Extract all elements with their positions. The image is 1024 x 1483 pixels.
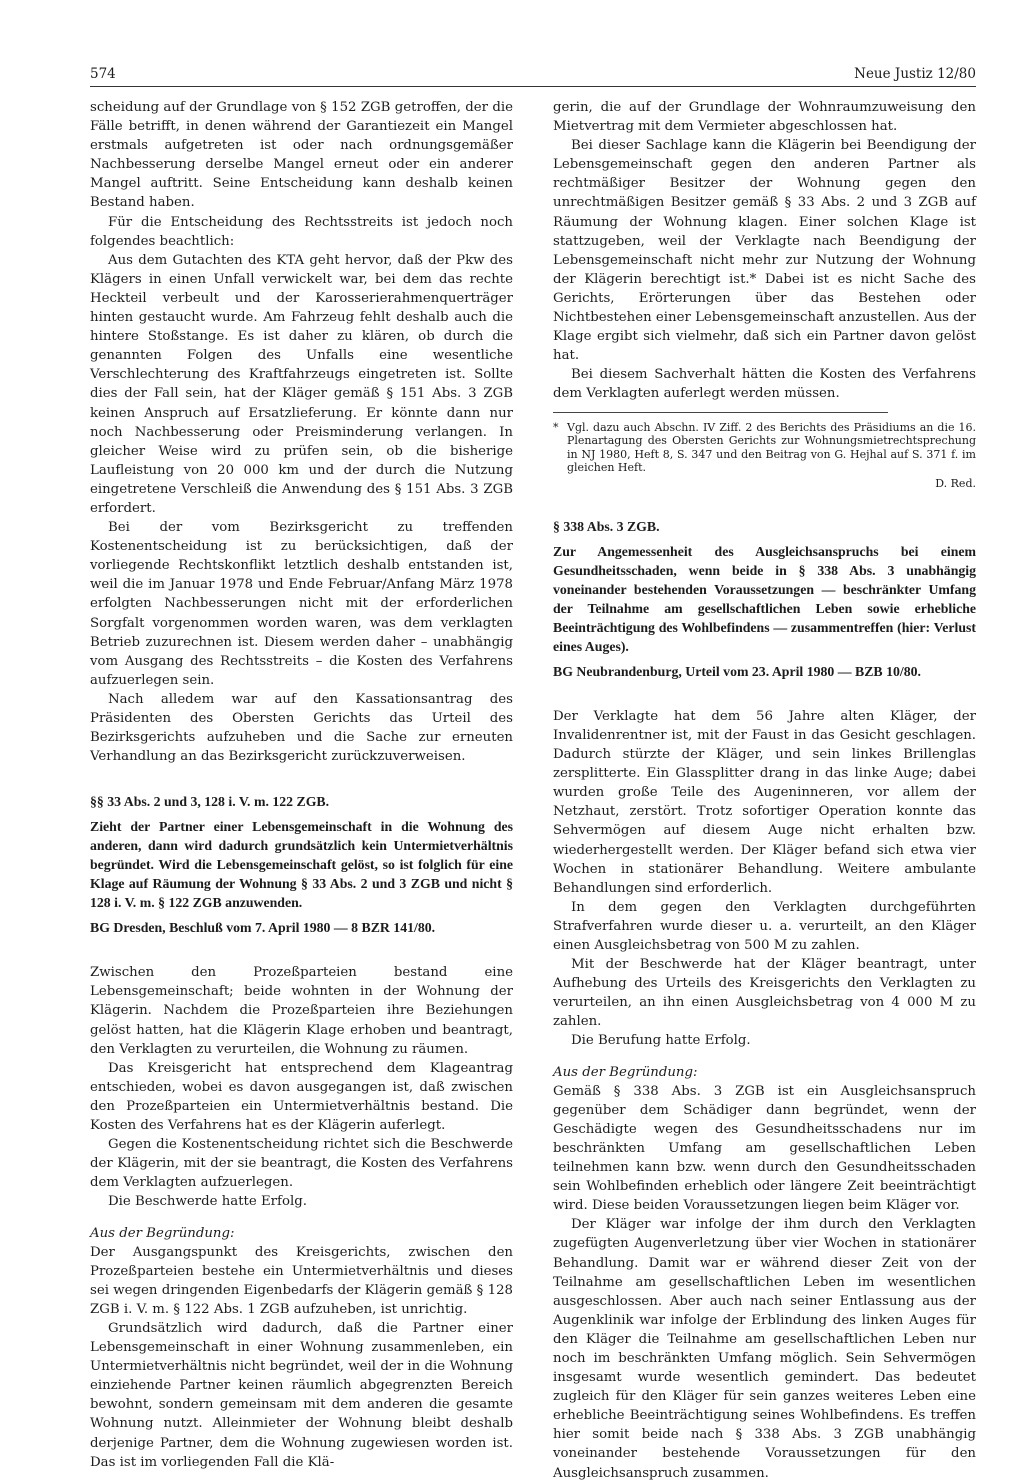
headnote: Zieht der Partner einer Lebensgemeinschaft in die Wohnung des anderen, dann wird dadurch grundsätzlich kein Untermietverhältnis begründet. Wird die Lebensgemeinschaft gelöst, so ist folglich für eine Klage auf Räumung der Wohnung § 33 Abs. 2 und 3 ZGB und nicht § 128 i. V. m. § 122 ZGB anzuwenden. <box>90 819 513 911</box>
court-citation: BG Neubrandenburg, Urteil vom 23. April 1980 — BZB 10/80. <box>553 663 921 679</box>
footnote-signature: D. Red. <box>935 476 976 490</box>
paragraph: In dem gegen den Verklagten durchgeführten Strafverfahren wurde dieser u. a. verurteilt, an den Kläger einen Ausgleichsbetrag von 500 M zu zahlen. <box>553 899 976 953</box>
paragraph: Bei diesem Sachverhalt hätten die Kosten des Verfahrens dem Verklagten auferlegt werden müssen. <box>553 367 976 402</box>
paragraph: Gegen die Kostenentscheidung richtet sich die Beschwerde der Klägerin, mit der sie beantragt, die Kosten des Verfahrens dem Verklagten aufzuerlegen. <box>90 1137 513 1191</box>
paragraph: Nach alledem war auf den Kassationsantrag des Präsidenten des Obersten Gerichts das Urteil des Bezirksgerichts aufzuheben und die Sache zur erneuten Verhandlung an das Bezirksgericht zurückzuverweisen. <box>90 691 513 765</box>
paragraph: Grundsätzlich wird dadurch, daß die Partner einer Lebensgemeinschaft in einer Wohnung zusammenleben, ein Untermietverhältnis nicht begründet, weil der in die Wohnung einziehende Partner keinen räumlich abgegrenzten Bereich bewohnt, sondern gemeinsam mit dem anderen die gesamte Wohnung nutzt. Alleinmieter der Wohnung bleibt deshalb derjenige Partner, dem die Wohnung zugewiesen worden ist. Das ist im vorliegenden Fall die Klä- <box>90 1320 513 1470</box>
paragraph: Das Kreisgericht hat entsprechend dem Klageantrag entschieden, wobei es davon ausgegangen ist, daß zwischen den Prozeßparteien ein Untermietverhältnis bestand. Die Kosten des Verfahrens hat es der Klägerin auferlegt. <box>90 1060 513 1134</box>
footnote-rule <box>553 412 888 413</box>
page-number: 574 <box>90 66 116 82</box>
paragraph: Bei dieser Sachlage kann die Klägerin bei Beendigung der Lebensgemeinschaft gegen den anderen Partner als rechtmäßiger Besitzer der Wohnung gegen den unrechtmäßigen Besitzer gemäß § 33 Abs. 2 und 3 ZGB auf Räumung der Wohnung klagen. Einer solchen Klage ist stattzugeben, weil der Verklagte nach Beendigung der Lebensgemeinschaft nicht mehr zur Nutzung der Wohnung der Klägerin berechtigt ist.* Dabei ist es nicht Sache des Gerichts, Erörterungen über das Bestehen oder Nichtbestehen einer Lebensgemeinschaft anzustellen. Aus der Klage ergibt sich vielmehr, daß sich ein Partner davon gelöst hat. <box>553 138 976 364</box>
paragraph: Mit der Beschwerde hat der Kläger beantragt, unter Aufhebung des Urteils des Kreisgerichts den Verklagten zu verurteilen, an ihn einen Ausgleichsbetrag von 4 000 M zu zahlen. <box>553 957 976 1030</box>
section-heading: Aus der Begründung: <box>90 1225 235 1241</box>
right-column <box>553 98 976 1483</box>
law-citation: §§ 33 Abs. 2 und 3, 128 i. V. m. 122 ZGB. <box>90 794 330 810</box>
section-heading: Aus der Begründung: <box>553 1064 698 1080</box>
paragraph: Aus dem Gutachten des KTA geht hervor, daß der Pkw des Klägers in einen Unfall verwickelt war, bei dem das rechte Heckteil verbeult und der Karosserierahmenquerträger hinten gestaucht wurde. Am Fahrzeug fehlt deshalb auch die hintere Stoßstange. Es ist daher zu klären, ob durch die genannten Folgen des Unfalls eine wesentliche Verschlechterung des Kraftfahrzeugs eingetreten ist. Sollte dies der Fall sein, hat der Kläger gemäß § 151 Abs. 3 ZGB keinen Anspruch auf Ersatzlieferung. Er könnte dann nur noch Nachbesserung oder Preisminderung verlangen. In gleicher Weise wird zu prüfen sein, ob die bisherige Laufleistung von 20 000 km und der durch die Nutzung eingetretene Verschleiß die Anwendung des § 151 Abs. 3 ZGB erfordert. <box>90 252 513 516</box>
paragraph: Die Berufung hatte Erfolg. <box>571 1033 751 1049</box>
paragraph: Zwischen den Prozeßparteien bestand eine Lebensgemeinschaft; beide wohnten in der Wohnung der Klägerin. Nachdem die Prozeßparteien ihre Beziehungen gelöst hatten, hat die Klägerin Klage erhoben und beantragt, den Verklagten zu verurteilen, die Wohnung zu räumen. <box>90 965 513 1057</box>
left-column <box>90 98 513 1472</box>
law-citation: § 338 Abs. 3 ZGB. <box>553 518 660 534</box>
headnote: Zur Angemessenheit des Ausgleichsanspruchs bei einem Gesundheitsschaden, wenn beide in § 338 Abs. 3 unabhängig voneinander bestehenden Voraussetzungen — beschränkter Umfang der Teilnahme am gesellschaftlichen Leben sowie erhebliche Beeinträchtigung des Wohlbefindens — zusammentreffen (hier: Verlust eines Auges). <box>553 543 976 654</box>
paragraph: Bei der vom Bezirksgericht zu treffenden Kostenentscheidung ist zu berücksichtigen, daß der vorliegende Rechtskonflikt letztlich deshalb entstanden ist, weil die im Januar 1978 und Ende Februar/Anfang März 1978 erfolgten Nachbesserungen nicht mit der erforderlichen Sorgfalt vorgenommen worden waren, was dem verklagten Betrieb zuzurechnen ist. Diesem werden daher – unabhängig vom Ausgang des Rechtsstreits – die Kosten des Verfahrens aufzuerlegen sein. <box>90 520 513 688</box>
footnote-marker: * <box>553 420 559 434</box>
paragraph: scheidung auf der Grundlage von § 152 ZGB getroffen, der die Fälle betrifft, in denen während der Garantiezeit ein Mangel erstmals aufgetreten ist oder nach ordnungsgemäßer Nachbesserung derselbe Mangel erneut oder ein anderer Mangel auftritt. Seine Entscheidung kann deshalb keinen Bestand haben. <box>90 100 513 211</box>
header-rule <box>90 86 976 87</box>
journal-name: Neue Justiz 12/80 <box>854 66 976 82</box>
court-citation: BG Dresden, Beschluß vom 7. April 1980 — 8 BZR 141/80. <box>90 920 436 936</box>
paragraph: Der Ausgangspunkt des Kreisgerichts, zwischen den Prozeßparteien bestehe ein Untermietverhältnis und dieses sei wegen dringenden Eigenbedarfs der Klägerin gemäß § 128 ZGB i. V. m. § 122 Abs. 1 ZGB aufzuheben, ist unrichtig. <box>90 1244 513 1317</box>
paragraph: Der Kläger war infolge der ihm durch den Verklagten zugefügten Augenverletzung über vier Wochen in stationärer Behandlung. Damit war er während dieser Zeit von der Teilnahme am gesellschaftlichen Leben im wesentlichen ausgeschlossen. Aber auch nach seiner Entlassung aus der Augenklinik war infolge der Erblindung des linken Auges für den Kläger die Teilnahme am gesellschaftlichen Leben nur noch im beschränkten Umfang möglich. Sein Sehvermögen insgesamt wurde wesentlich gemindert. Das bedeutet zugleich für den Kläger für sein ganzes weiteres Leben eine erhebliche Beeinträchtigung seines Wohlbefindens. Es treffen hier somit beide nach § 338 Abs. 3 ZGB unabhängig voneinander bestehende Voraussetzungen für den Ausgleichsanspruch zusammen. <box>553 1217 976 1481</box>
footnote <box>553 421 976 475</box>
paragraph: Gemäß § 338 Abs. 3 ZGB ist ein Ausgleichsanspruch gegenüber dem Schädiger dann begründet, wenn der Geschädigte wegen des Gesundheitsschadens nur im beschränkten Umfang am gesellschaftlichen Leben teilnehmen kann bzw. wenn durch den Gesundheitsschaden sein Wohlbefinden erheblich oder längere Zeit beeinträchtigt wird. Diese beiden Voraussetzungen liegen beim Kläger vor. <box>553 1083 976 1214</box>
footnote-text: Vgl. dazu auch Abschn. IV Ziff. 2 des Berichts des Präsidiums an die 16. Plenartagung des Obersten Gerichts zur Wohnungsmietrechtsprechung in NJ 1980, Heft 8, S. 347 und den Beitrag von G. Hejhal auf S. 371 f. im gleichen Heft. <box>567 420 976 475</box>
page-header <box>90 66 976 86</box>
paragraph: gerin, die auf der Grundlage der Wohnraumzuweisung den Mietvertrag mit dem Vermieter abgeschlossen hat. <box>553 100 976 135</box>
paragraph: Für die Entscheidung des Rechtsstreits ist jedoch noch folgendes beachtlich: <box>90 214 513 249</box>
paragraph: Die Beschwerde hatte Erfolg. <box>108 1194 307 1210</box>
paragraph: Der Verklagte hat dem 56 Jahre alten Kläger, der Invalidenrentner ist, mit der Faust in das Gesicht geschlagen. Dadurch stürzte der Kläger, und sein linkes Brillenglas zersplitterte. Ein Glassplitter drang in das linke Auge; dabei wurden große Teile des Augeninneren, vor allem der Netzhaut, zerstört. Trotz sofortiger Operation konnte das Sehvermögen auf diesem Auge nicht erhalten bzw. wiederhergestellt werden. Der Kläger befand sich etwa vier Wochen in stationärer Behandlung. Weitere ambulante Behandlungen sind erforderlich. <box>553 708 976 896</box>
